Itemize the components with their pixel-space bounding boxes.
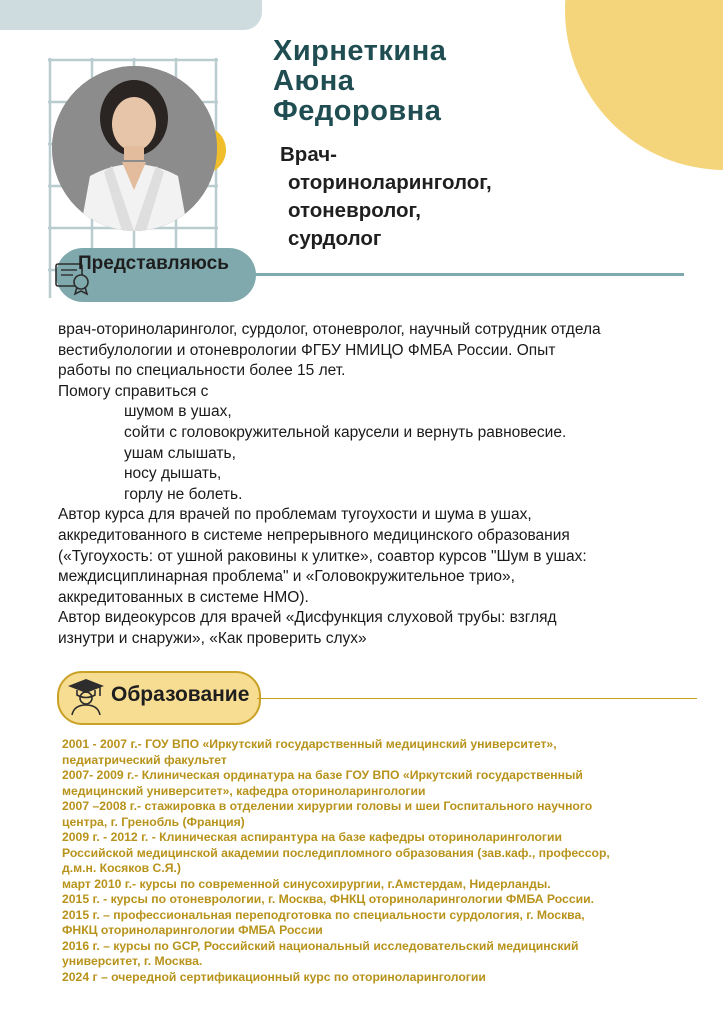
education-line: медицинский университет», кафедра оториноларингологии <box>62 783 426 798</box>
education-line: 2016 г. – курсы по GCP, Российский национальный исследовательский медицинский <box>62 938 579 953</box>
education-line: 2015 г. - курсы по отоневрологии, г. Москва, ФНКЦ оториноларингологии ФМБА России. <box>62 892 594 906</box>
introduce-section-label: Представляюсь <box>78 253 229 274</box>
specialty-line: отоневролог, <box>288 199 421 222</box>
education-line: педиатрический факультет <box>62 752 227 767</box>
education-line: д.м.н. Косяков С.Я.) <box>62 861 181 875</box>
about-line: изнутри и снаружи», «Как проверить слух» <box>58 629 367 647</box>
education-line: 2024 г – очередной сертификационный курс по оториноларингологии <box>62 969 486 984</box>
about-line: сойти с головокружительной карусели и вернуть равновесие. <box>124 423 567 441</box>
about-line: носу дышать, <box>124 465 222 483</box>
about-line: Автор видеокурсов для врачей «Дисфункция слуховой трубы: взгляд <box>58 609 557 627</box>
about-line: междисциплинарная проблема" и «Головокружительное трио», <box>58 568 515 586</box>
education-line: Российской медицинской академии последипломного образования (зав.каф., профессор, <box>62 845 610 860</box>
specialty-line: оториноларинголог, <box>288 171 492 194</box>
top-decor-bar <box>0 0 262 30</box>
about-line: аккредитованного в системе непрерывного медицинского образования <box>58 526 570 544</box>
about-line: («Тугоухость: от ушной раковины к улитке», соавтор курсов "Шум в ушах: <box>58 547 587 565</box>
name-line: Аюна <box>273 65 355 97</box>
about-line: шумом в ушах, <box>124 403 232 421</box>
education-line: университет, г. Москва. <box>62 954 203 968</box>
education-section-label: Образование <box>111 683 250 706</box>
about-line: горлу не болеть. <box>124 485 243 503</box>
about-line: врач-оториноларинголог, сурдолог, отоневролог, научный сотрудник отдела <box>58 321 601 338</box>
education-line: 2007 –2008 г.- стажировка в отделении хирургии головы и шеи Госпитального научного <box>62 799 593 813</box>
divider-line <box>252 273 684 276</box>
education-line: 2009 г. - 2012 г. - Клиническая аспирантура на базе кафедры оториноларингологии <box>62 830 562 844</box>
name-line: Хирнеткина <box>273 35 447 67</box>
education-line: 2001 - 2007 г.- ГОУ ВПО «Иркутский государственный медицинский университет», <box>62 737 557 751</box>
about-line: аккредитованных в системе НМО). <box>58 588 309 606</box>
doctor-name <box>273 36 446 126</box>
education-line: 2007- 2009 г.- Клиническая ординатура на базе ГОУ ВПО «Иркутский государственный <box>62 768 583 782</box>
portrait-image <box>52 66 217 231</box>
education-line: центра, г. Гренобль (Франция) <box>62 814 245 829</box>
yellow-circle-decor <box>565 0 723 170</box>
education-list <box>62 737 712 985</box>
about-text <box>58 320 698 650</box>
education-line: ФНКЦ оториноларингологии ФМБА России <box>62 923 323 937</box>
about-line: Помогу справиться с <box>58 382 209 400</box>
specialty <box>280 141 492 253</box>
about-line: Автор курса для врачей по проблемам тугоухости и шума в ушах, <box>58 506 532 524</box>
graduate-icon <box>64 676 108 716</box>
divider-line <box>257 698 697 699</box>
about-line: вестибулологии и отоневрологии ФГБУ НМИЦО ФМБА России. Опыт <box>58 341 556 359</box>
about-line: ушам слышать, <box>124 444 236 462</box>
about-line: работы по специальности более 15 лет. <box>58 362 346 380</box>
education-line: 2015 г. – профессиональная переподготовка по специальности сурдология, г. Москва, <box>62 907 585 922</box>
education-line: март 2010 г.- курсы по современной синусохирургии, г.Амстердам, Нидерланды. <box>62 876 551 891</box>
specialty-line: сурдолог <box>288 227 382 250</box>
avatar <box>52 66 217 231</box>
name-line: Федоровна <box>273 95 442 127</box>
specialty-line: Врач- <box>280 143 337 166</box>
